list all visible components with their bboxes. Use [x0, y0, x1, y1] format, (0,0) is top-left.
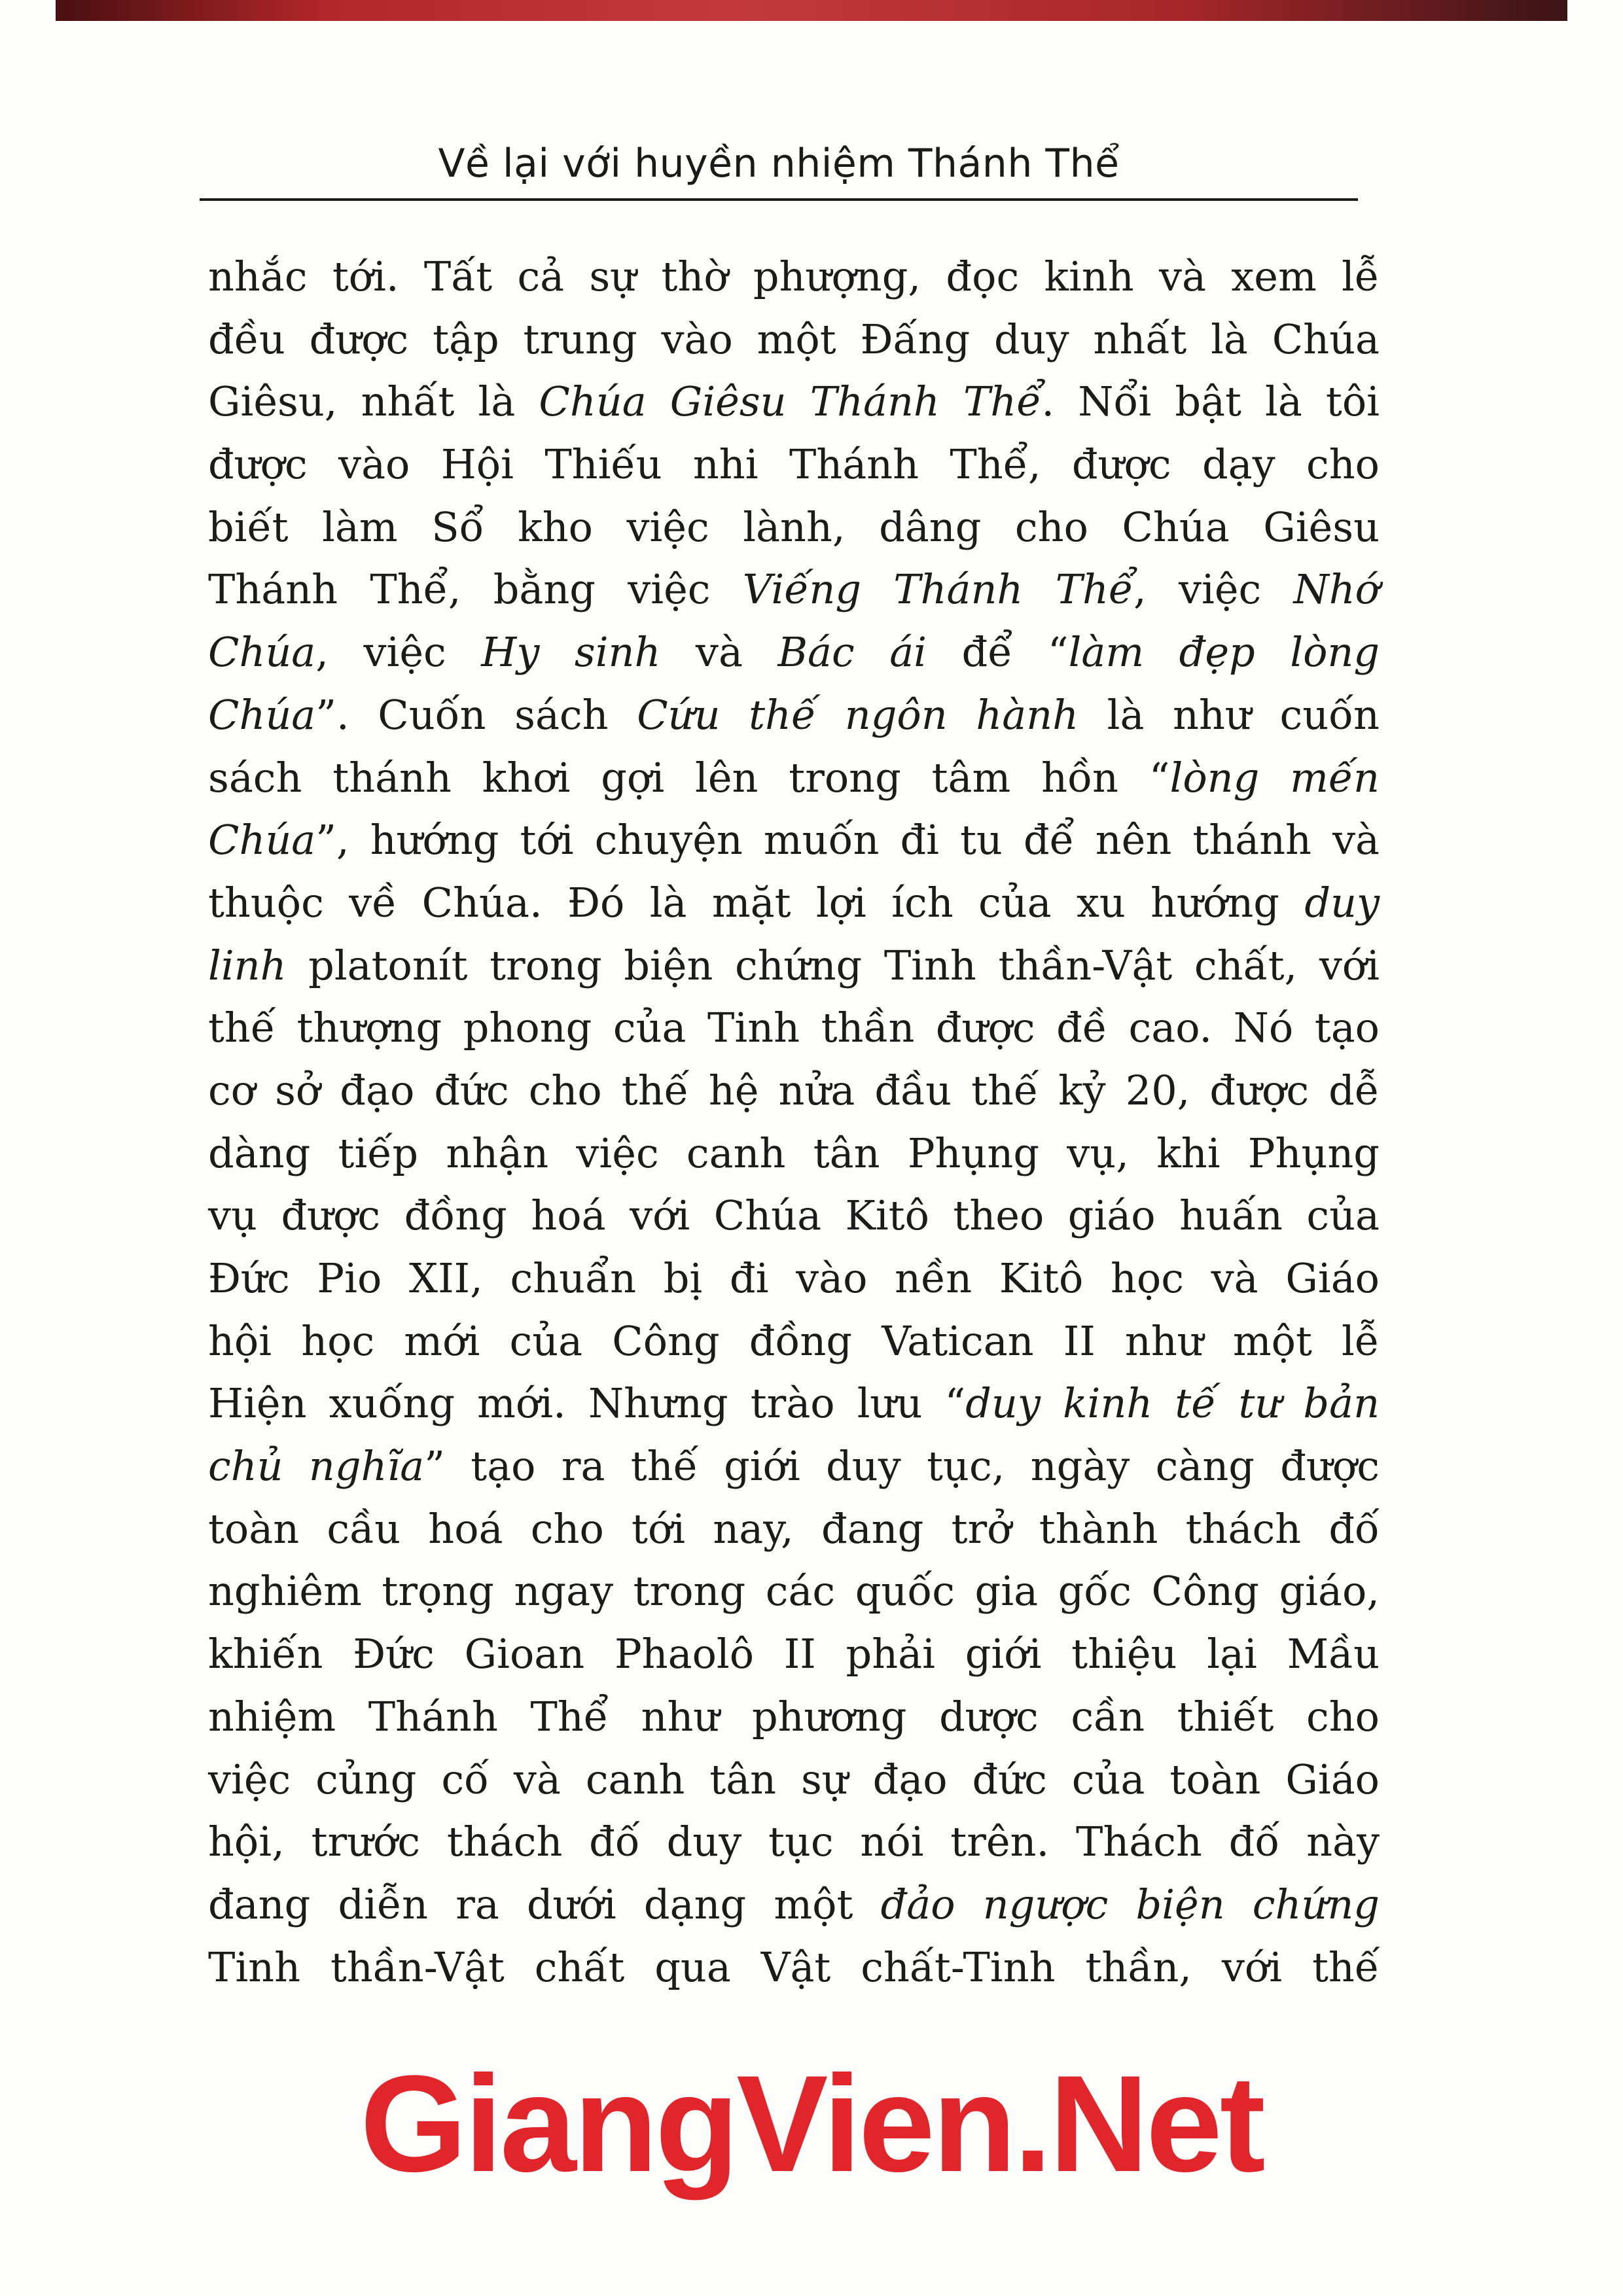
text-line: [208, 1873, 1380, 1936]
text-segment: Đức Pio XII, chuẩn bị đi vào nền Kitô học và Giáo: [208, 1254, 1380, 1302]
text-line: [208, 1560, 1380, 1623]
italic-text-segment: Bác ái: [777, 628, 927, 677]
header-rule: [200, 198, 1358, 201]
text-segment: . Nổi bật là tôi: [1041, 378, 1380, 426]
italic-text-segment: duy kinh tế tư bản: [965, 1379, 1380, 1428]
text-line: [208, 934, 1380, 997]
text-line: [208, 1686, 1380, 1748]
text-line: [208, 1184, 1380, 1247]
text-line: [208, 1435, 1380, 1498]
body-paragraph: [208, 245, 1380, 1998]
text-segment: nhắc tới. Tất cả sự thờ phượng, đọc kinh và xem lễ: [208, 253, 1380, 300]
text-line: [208, 1623, 1380, 1686]
text-segment: đang diễn ra dưới dạng một: [208, 1880, 881, 1928]
cover-edge-strip: [56, 0, 1567, 21]
italic-text-segment: Chúa Giêsu Thánh Thể: [539, 378, 1042, 426]
text-line: [208, 621, 1380, 684]
text-line: [208, 872, 1380, 934]
text-segment: nhiệm Thánh Thể như phương dược cần thiết cho: [208, 1692, 1380, 1740]
text-line: [208, 433, 1380, 496]
text-segment: , việc: [315, 628, 482, 677]
text-line: [208, 558, 1380, 621]
text-line: [208, 1122, 1380, 1185]
text-line: [208, 1936, 1380, 1999]
italic-text-segment: đảo ngược biện chứng: [880, 1880, 1380, 1928]
text-segment: hội, trước thách đố duy tục nói trên. Thách đố này: [208, 1818, 1380, 1866]
text-segment: ” tạo ra thế giới duy tục, ngày càng được: [424, 1442, 1380, 1491]
italic-text-segment: chủ nghĩa: [208, 1442, 425, 1491]
text-segment: thế thượng phong của Tinh thần được đề cao. Nó tạo: [208, 1004, 1380, 1052]
text-segment: ”. Cuốn sách: [315, 690, 637, 739]
text-segment: biết làm Sổ kho việc lành, dâng cho Chúa Giêsu: [208, 503, 1380, 551]
running-header: Về lại với huyền nhiệm Thánh Thể: [438, 141, 1120, 186]
text-segment: việc củng cố và canh tân sự đạo đức của toàn Giáo: [208, 1755, 1380, 1803]
italic-text-segment: Nhớ: [1293, 565, 1380, 614]
text-segment: Thánh Thể, bằng việc: [208, 565, 743, 614]
text-segment: platonít trong biện chứng Tinh thần-Vật chất, với: [286, 941, 1380, 989]
text-segment: Tinh thần-Vật chất qua Vật chất-Tinh thần, với thế: [208, 1943, 1380, 1991]
text-line: [208, 245, 1380, 308]
text-line: [208, 997, 1380, 1059]
text-line: [208, 684, 1380, 747]
text-segment: được vào Hội Thiếu nhi Thánh Thể, được dạy cho: [208, 440, 1380, 489]
text-segment: khiến Đức Gioan Phaolô II phải giới thiệu lại Mầu: [208, 1630, 1380, 1678]
italic-text-segment: lòng mến: [1169, 753, 1380, 802]
text-segment: để “: [927, 628, 1069, 677]
text-line: [208, 1498, 1380, 1561]
text-line: [208, 809, 1380, 872]
watermark-logo: GiangVien.Net: [360, 2047, 1263, 2200]
italic-text-segment: Chúa: [208, 816, 316, 864]
text-segment: , việc: [1133, 565, 1294, 614]
text-line: [208, 1059, 1380, 1122]
text-segment: sách thánh khơi gợi lên trong tâm hồn “: [208, 753, 1170, 802]
italic-text-segment: Chúa: [208, 628, 316, 677]
text-segment: Giêsu, nhất là: [208, 378, 539, 426]
text-line: [208, 496, 1380, 559]
text-segment: là như cuốn: [1079, 690, 1380, 739]
text-line: [208, 370, 1380, 433]
text-segment: ”, hướng tới chuyện muốn đi tu để nên thánh và: [315, 816, 1380, 864]
text-line: [208, 1247, 1380, 1310]
italic-text-segment: làm đẹp lòng: [1068, 628, 1380, 677]
italic-text-segment: duy: [1304, 878, 1380, 927]
text-line: [208, 1310, 1380, 1373]
italic-text-segment: Cứu thế ngôn hành: [637, 690, 1079, 739]
text-line: [208, 1748, 1380, 1811]
text-segment: nghiêm trọng ngay trong các quốc gia gốc Công giáo,: [208, 1567, 1380, 1616]
italic-text-segment: Hy sinh: [481, 628, 661, 677]
italic-text-segment: Viếng Thánh Thể: [742, 565, 1134, 614]
text-segment: Hiện xuống mới. Nhưng trào lưu “: [208, 1379, 966, 1428]
text-line: [208, 1810, 1380, 1873]
italic-text-segment: Chúa: [208, 690, 316, 739]
text-segment: dàng tiếp nhận việc canh tân Phụng vụ, khi Phụng: [208, 1129, 1380, 1177]
text-line: [208, 1372, 1380, 1435]
text-segment: hội học mới của Công đồng Vatican II như một lễ: [208, 1316, 1380, 1365]
text-segment: toàn cầu hoá cho tới nay, đang trở thành thách đố: [208, 1504, 1380, 1553]
text-segment: thuộc về Chúa. Đó là mặt lợi ích của xu hướng: [208, 878, 1305, 927]
text-segment: và: [660, 628, 778, 677]
text-segment: cơ sở đạo đức cho thế hệ nửa đầu thế kỷ 20, được dễ: [208, 1066, 1380, 1114]
text-segment: vụ được đồng hoá với Chúa Kitô theo giáo huấn của: [208, 1192, 1380, 1240]
text-line: [208, 308, 1380, 371]
text-segment: đều được tập trung vào một Đấng duy nhất là Chúa: [208, 315, 1380, 363]
italic-text-segment: linh: [208, 941, 287, 989]
text-line: [208, 747, 1380, 809]
